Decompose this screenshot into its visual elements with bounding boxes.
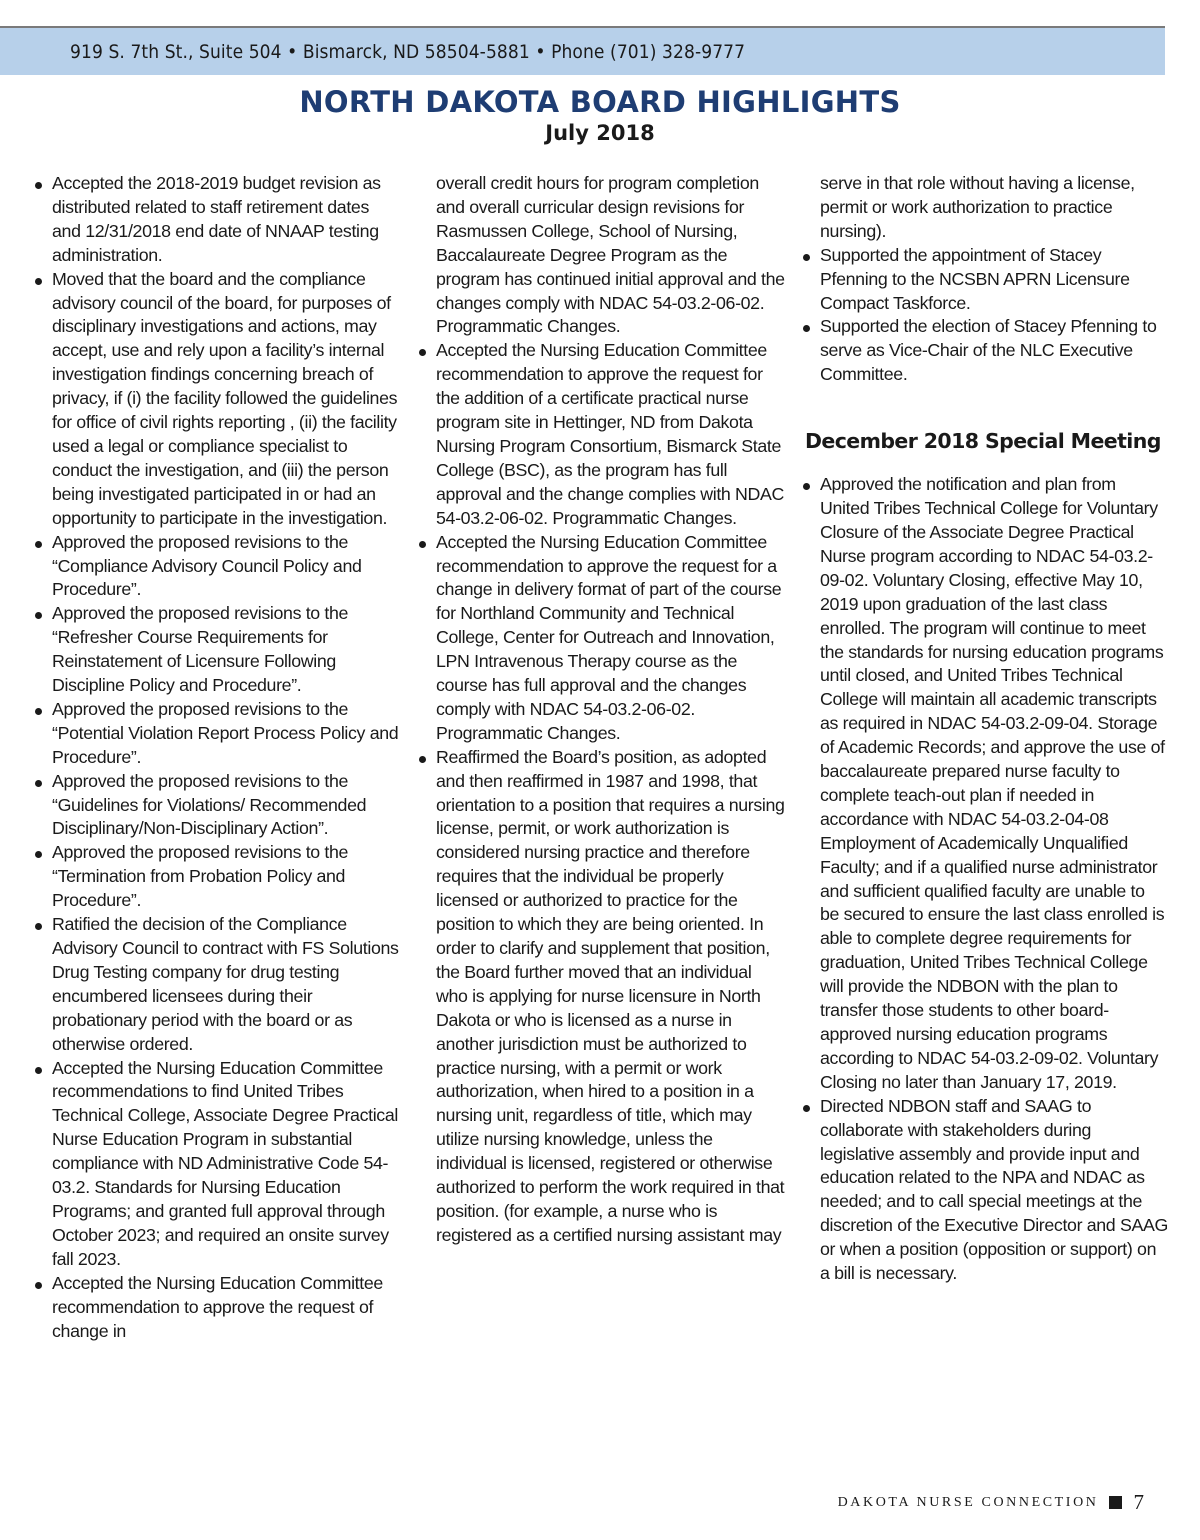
address-text: 919 S. 7th St., Suite 504 • Bismarck, ND 58504-5881 • Phone (701) 328-9777 xyxy=(70,40,746,63)
list-item: Approved the proposed revisions to the “Guidelines for Violations/ Recommended Disciplinary/Non-Disciplinary Action”. xyxy=(32,770,400,842)
column-2 xyxy=(416,172,786,1248)
list-item: Directed NDBON staff and SAAG to collaborate with stakeholders during legislative assembly and provide input and education related to the NPA and NDAC as needed; and to call special meetings at the discretion of the Executive Director and SAAG or when a position (opposition or support) on a bill is necessary. xyxy=(800,1095,1168,1286)
list-item: Accepted the Nursing Education Committee recommendation to approve the request of change in xyxy=(32,1272,400,1344)
list-item: Accepted the Nursing Education Committee recommendation to approve the request for a change in delivery format of part of the course for Northland Community and Technical College, Center for Outreach and Innovation, LPN Intravenous Therapy course as the course has full approval and the changes comply with NDAC 54-03.2-06-02. Programmatic Changes. xyxy=(416,531,786,746)
list-item: Approved the proposed revisions to the “Potential Violation Report Process Policy and Procedure”. xyxy=(32,698,400,770)
list-item: Accepted the 2018-2019 budget revision as distributed related to staff retirement dates and 12/31/2018 end date of NNAAP testing administration. xyxy=(32,172,400,268)
list-item: Reaffirmed the Board’s position, as adopted and then reaffirmed in 1987 and 1998, that orientation to a position that requires a nursing license, permit, or work authorization is considered nursing practice and therefore requires that the individual be properly licensed or authorized to practice for the position to which they are being oriented. In order to clarify and supplement that position, the Board further moved that an individual who is applying for nurse licensure in North Dakota or who is licensed as a nurse in another jurisdiction must be authorized to practice nursing, with a permit or work authorization, when hired to a position in a nursing unit, regardless of title, which may utilize nursing knowledge, unless the individual is licensed, registered or otherwise authorized to perform the work required in that position. (for example, a nurse who is registered as a certified nursing assistant may xyxy=(416,746,786,1248)
list-item: Approved the proposed revisions to the “Termination from Probation Policy and Procedure”. xyxy=(32,841,400,913)
list-item: Ratified the decision of the Compliance Advisory Council to contract with FS Solutions Drug Testing company for drug testing encumbered licensees during their probationary period with the board or as otherwise ordered. xyxy=(32,913,400,1056)
square-separator-icon xyxy=(1109,1496,1122,1509)
page-subtitle: July 2018 xyxy=(545,121,655,145)
list-item: Supported the election of Stacey Pfenning to serve as Vice-Chair of the NLC Executive Committee. xyxy=(800,315,1168,387)
highlights-list-3 xyxy=(800,244,1168,387)
address-bar xyxy=(0,28,1165,75)
list-item: Approved the proposed revisions to the “Compliance Advisory Council Policy and Procedure”. xyxy=(32,531,400,603)
column-3 xyxy=(800,172,1168,1286)
list-item: Accepted the Nursing Education Committee recommendation to approve the request for the addition of a certificate practical nurse program site in Hettinger, ND from Dakota Nursing Program Consortium, Bismarck State College (BSC), as the program has full approval and the change complies with NDAC 54-03.2-06-02. Programmatic Changes. xyxy=(416,339,786,530)
list-item: Supported the appointment of Stacey Pfenning to the NCSBN APRN Licensure Compact Taskforce. xyxy=(800,244,1168,316)
continued-text: overall credit hours for program completion and overall curricular design revisions for Rasmussen College, School of Nursing, Baccalaureate Degree Program as the program has continued initial approval and the changes comply with NDAC 54-03.2-06-02. Programmatic Changes. xyxy=(436,173,785,337)
page-footer xyxy=(838,1490,1144,1515)
highlights-list-2 xyxy=(416,339,786,1247)
list-item: Moved that the board and the compliance advisory council of the board, for purposes of disciplinary investigations and actions, may accept, use and rely upon a facility’s internal investigation findings concerning breach of privacy, if (i) the facility followed the guidelines for office of civil rights reporting , (ii) the facility used a legal or compliance specialist to conduct the investigation, and (iii) the person being investigated participated in or had an opportunity to participate in the investigation. xyxy=(32,268,400,531)
list-item: Approved the notification and plan from United Tribes Technical College for Voluntary Closure of the Associate Degree Practical Nurse program according to NDAC 54-03.2-09-02. Voluntary Closing, effective May 10, 2019 upon graduation of the last class enrolled. The program will continue to meet the standards for nursing education programs until closed, and United Tribes Technical College will maintain all academic transcripts as required in NDAC 54-03.2-09-04. Storage of Academic Records; and approve the use of baccalaureate prepared nurse faculty to complete teach-out plan if needed in accordance with NDAC 54-03.2-04-08 Employment of Academically Unqualified Faculty; and if a qualified nurse administrator and sufficient qualified faculty are unable to be secured to ensure the last class enrolled is able to complete degree requirements for graduation, United Tribes Technical College will provide the NDBON with the plan to transfer those students to other board-approved nursing education programs according to NDAC 54-03.2-09-02. Voluntary Closing no later than January 17, 2019. xyxy=(800,473,1168,1095)
highlights-list-1 xyxy=(32,172,400,1343)
section-heading: December 2018 Special Meeting xyxy=(805,429,1161,454)
column-1 xyxy=(32,172,400,1343)
special-meeting-list xyxy=(800,473,1168,1286)
page-title: NORTH DAKOTA BOARD HIGHLIGHTS xyxy=(299,85,901,119)
publication-name: DAKOTA NURSE CONNECTION xyxy=(837,1494,1099,1510)
continued-text: serve in that role without having a license, permit or work authorization to practice nursing). xyxy=(820,173,1135,241)
list-item: Accepted the Nursing Education Committee recommendations to find United Tribes Technical College, Associate Degree Practical Nurse Education Program in substantial compliance with ND Administrative Code 54-03.2. Standards for Nursing Education Programs; and granted full approval through October 2023; and required an onsite survey fall 2023. xyxy=(32,1057,400,1272)
page-number: 7 xyxy=(1133,1490,1144,1514)
list-item: Approved the proposed revisions to the “Refresher Course Requirements for Reinstatement of Licensure Following Discipline Policy and Procedure”. xyxy=(32,602,400,698)
